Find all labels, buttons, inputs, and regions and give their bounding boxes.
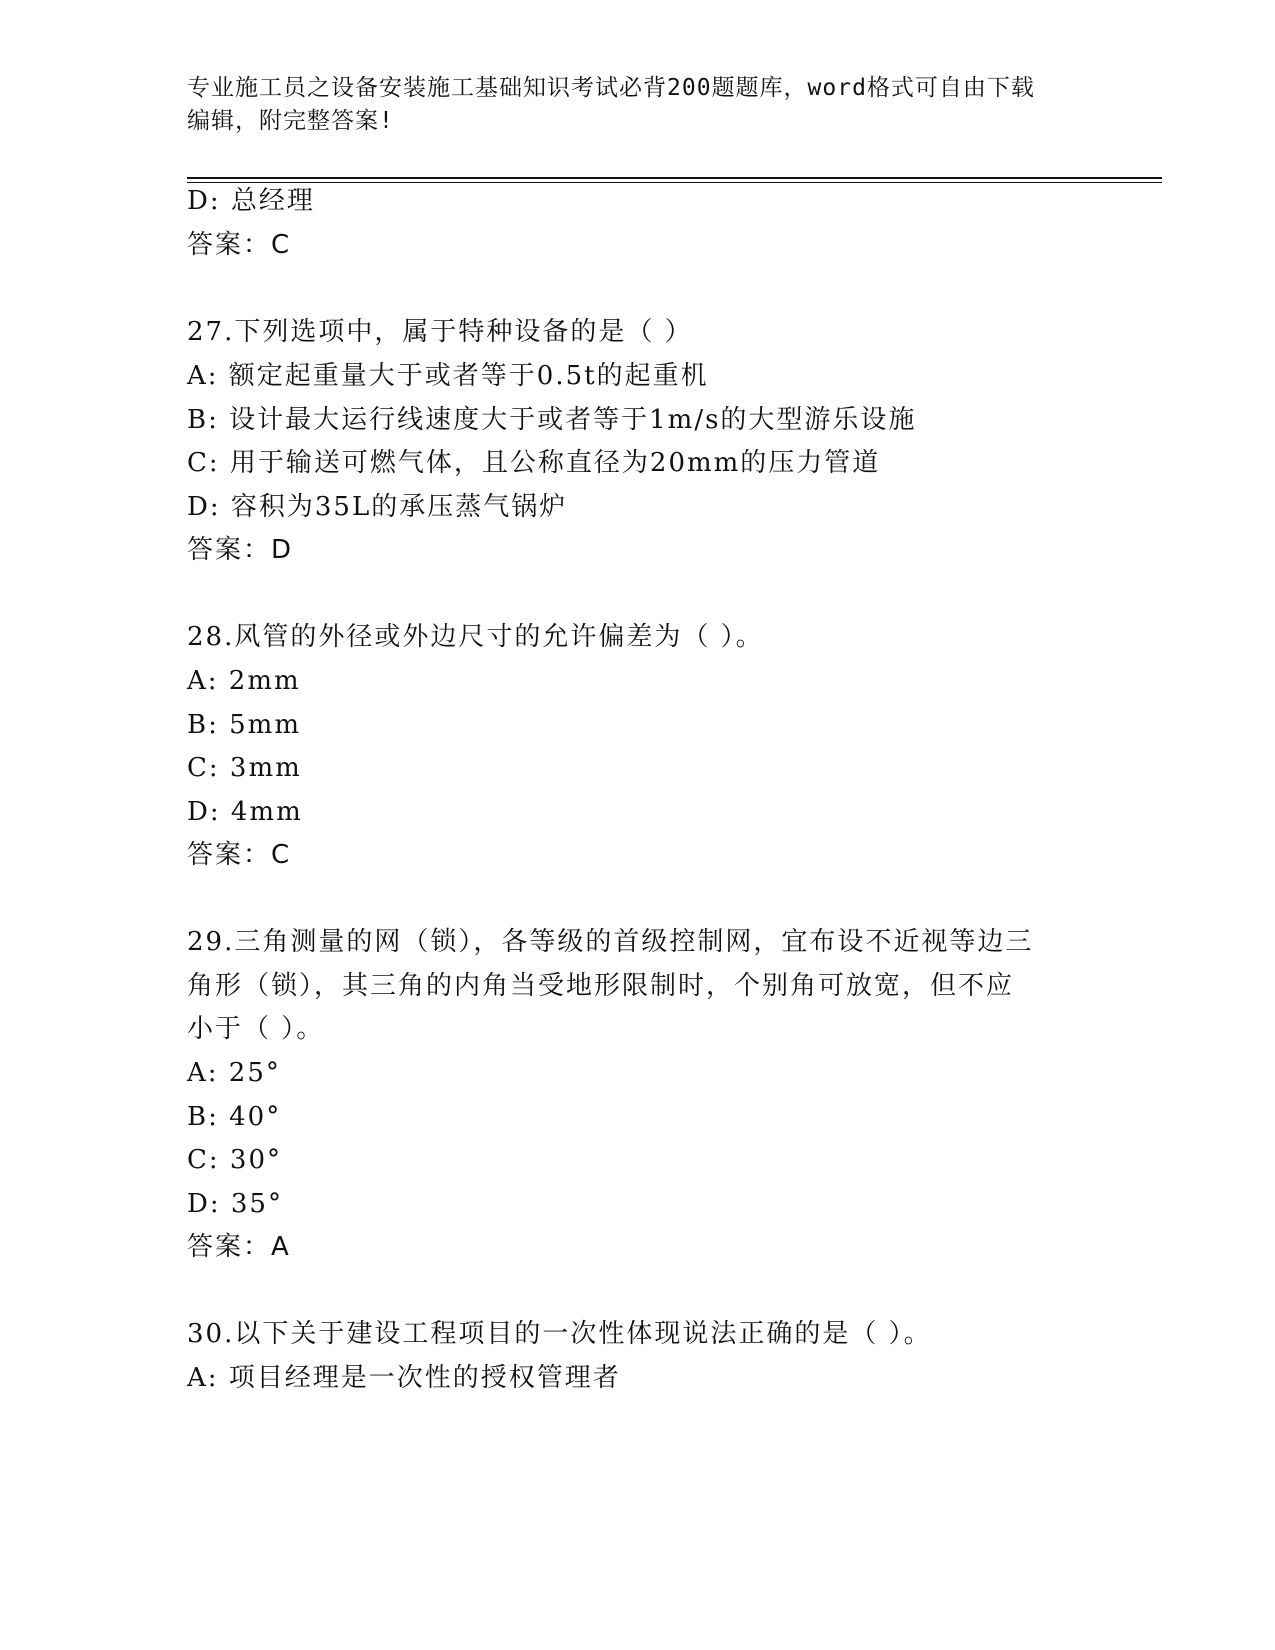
q28-option-d: D: 4mm — [187, 797, 303, 827]
q30-stem: 30.以下关于建设工程项目的一次性体现说法正确的是（ ）。 — [187, 1319, 932, 1349]
q26-option-d: D: 总经理 — [187, 186, 315, 216]
q26-answer: 答案：C — [187, 230, 292, 260]
q29-stem-line-3: 小于（ ）。 — [187, 1014, 325, 1044]
header-line-1: 专业施工员之设备安装施工基础知识考试必背200题题库，word格式可自由下载 — [187, 75, 1035, 101]
q29-option-d: D: 35° — [187, 1189, 283, 1219]
q29-option-c: C: 30° — [187, 1145, 283, 1175]
q27-option-c: C: 用于输送可燃气体，且公称直径为20mm的压力管道 — [187, 448, 881, 478]
q28-stem: 28.风管的外径或外边尺寸的允许偏差为（ ）。 — [187, 622, 764, 652]
document-header — [187, 72, 1067, 138]
q28-option-c: C: 3mm — [187, 753, 302, 783]
q28-option-b: B: 5mm — [187, 710, 301, 740]
q28-option-a: A: 2mm — [187, 666, 301, 696]
q27-option-b: B: 设计最大运行线速度大于或者等于1m/s的大型游乐设施 — [187, 405, 917, 435]
q27-option-d: D: 容积为35L的承压蒸气锅炉 — [187, 492, 568, 522]
header-divider-thin — [187, 182, 1162, 183]
q29-stem-line-2: 角形（锁），其三角的内角当受地形限制时，个别角可放宽，但不应 — [187, 971, 1015, 1001]
q27-option-a: A: 额定起重量大于或者等于0.5t的起重机 — [187, 361, 709, 391]
q30-option-a: A: 项目经理是一次性的授权管理者 — [187, 1363, 621, 1393]
q29-answer: 答案：A — [187, 1232, 291, 1262]
q27-answer: 答案：D — [187, 535, 294, 565]
document-page — [187, 0, 1162, 1650]
q29-option-a: A: 25° — [187, 1058, 281, 1088]
q27-stem: 27.下列选项中，属于特种设备的是（ ） — [187, 317, 693, 347]
q29-option-b: B: 40° — [187, 1102, 282, 1132]
q29-stem-line-1: 29.三角测量的网（锁），各等级的首级控制网，宜布设不近视等边三 — [187, 927, 1034, 957]
header-divider-thick — [187, 177, 1162, 179]
header-line-2: 编辑，附完整答案! — [187, 108, 394, 134]
q28-answer: 答案：C — [187, 840, 292, 870]
